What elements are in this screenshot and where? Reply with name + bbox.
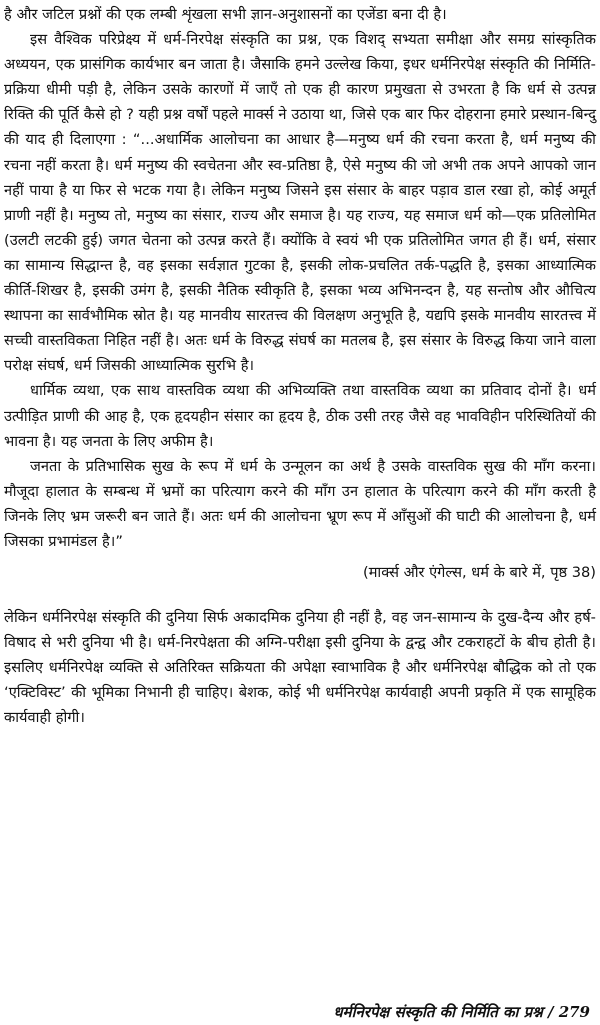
paragraph-gap (4, 585, 596, 605)
paragraph-religious-suffering: धार्मिक व्यथा, एक साथ वास्तविक व्यथा की अभिव्यक्ति तथा वास्तविक व्यथा का प्रतिवाद दोनों है। धर्म उत्पीड़ित प्राणी की आह है, एक हृदयहीन संसार का हृदय है, ठीक उसी तरह जैसे वह भावविहीन परिस्थितियों की भावना है। यह जनता के लिए अफीम है। (4, 382, 596, 450)
running-title: धर्मनिरपेक्ष संस्कृति की निर्मिति का प्रश्न (333, 1003, 543, 1021)
paragraph-abolition-of-religion: जनता के प्रतिभासिक सुख के रूप में धर्म के उन्मूलन का अर्थ है उसके वास्तविक सुख की माँग करना। मौजूदा हालात के सम्बन्ध में भ्रमों का परित्याग करने की माँग उन हालात के परित्याग करने की माँग करती है जिनके लिए भ्रम जरूरी बन जाते हैं। अतः धर्म की आलोचना भ्रूण रूप में आँसुओं की घाटी की आलोचना है, धर्म जिसका प्रभामंडल है।” (4, 457, 596, 550)
paragraph-continuation: है और जटिल प्रश्नों की एक लम्बी शृंखला सभी ज्ञान-अनुशासनों का एजेंडा बना दी है। (4, 6, 447, 23)
book-page (4, 2, 596, 1022)
page-number: 279 (558, 1003, 590, 1021)
footer-separator: / (547, 1003, 554, 1021)
page-footer (333, 1002, 590, 1022)
paragraph-closing: लेकिन धर्मनिरपेक्ष संस्कृति की दुनिया सिर्फ अकादमिक दुनिया ही नहीं है, वह जन-सामान्य के दुख-दैन्य और हर्ष-विषाद से भरी दुनिया भी है। धर्म-निरपेक्षता की अग्नि-परीक्षा इसी दुनिया के द्वन्द्व और टकराहटों के बीच होती है। इसलिए धर्मनिरपेक्ष व्यक्ति से अतिरिक्त सक्रियता की अपेक्षा स्वाभाविक है और धर्मनिरपेक्ष बौद्धिक को तो एक ‘एक्टिविस्ट’ की भूमिका निभानी ही चाहिए। बेशक, कोई भी धर्मनिरपेक्ष कार्यवाही अपनी प्रकृति में एक सामूहिक कार्यवाही होगी। (4, 609, 596, 727)
quote-citation: (मार्क्स और एंगेल्स, धर्म के बारे में, पृष्ठ 38) (363, 564, 596, 582)
paragraph-marx-quote-intro: इस वैश्विक परिप्रेक्ष्य में धर्म-निरपेक्ष संस्कृति का प्रश्न, एक विशद् सभ्यता समीक्षा और समग्र सांस्कृतिक अध्ययन, एक प्रासंगिक कार्यभार बन जाता है। जैसाकि हमने उल्लेख किया, इधर धर्मनिरपेक्ष संस्कृति की निर्मिति-प्रक्रिया धीमी पड़ी है, लेकिन उसके कारणों में जाएँ तो एक ही कारण प्रमुखता से उभरता है कि धर्म से उत्पन्न रिक्ति की पूर्ति कैसे हो ? यही प्रश्न वर्षों पहले मार्क्स ने उठाया था, जिसे एक बार फिर दोहराना हमारे प्रस्थान-बिन्दु की याद ही दिलाएगा : “...अधार्मिक आलोचना का आधार है—मनुष्य धर्म की रचना करता है, धर्म मनुष्य की रचना नहीं करता है। धर्म मनुष्य की स्वचेतना और स्व-प्रतिष्ठा है, ऐसे मनुष्य की जो अभी तक अपने आपको जान नहीं पाया है या फिर से भटक गया है। लेकिन मनुष्य जिसने इस संसार के बाहर पड़ाव डाल रखा हो, कोई अमूर्त प्राणी नहीं है। मनुष्य तो, मनुष्य का संसार, राज्य और समाज है। यह राज्य, यह समाज धर्म को—एक प्रतिलोमित (उलटी लटकी हुई) जगत चेतना को उत्पन्न करते हैं। क्योंकि वे स्वयं भी एक प्रतिलोमित जगत ही हैं। धर्म, संसार का सामान्य सिद्धान्त है, वह इसका सर्वज्ञात गुटका है, इसकी लोक-प्रचलित तर्क-पद्धति है, इसका आध्यात्मिक कीर्ति-शिखर है, इसकी उमंग है, इसकी नैतिक स्वीकृति है, इसका भव्य अभिनन्दन है, यह सन्तोष और औचित्य स्थापना का सार्वभौमिक स्रोत है। यह मानवीय सारतत्त्व की विलक्षण अनुभूति है, यद्यपि इसके मानवीय सारतत्त्व में सच्ची वास्तविकता निहित नहीं है। अतः धर्म के विरुद्ध संघर्ष का मतलब है, इस संसार के विरुद्ध किया जाने वाला परोक्ष संघर्ष, धर्म जिसकी आध्यात्मिक सुरभि है। (4, 31, 596, 375)
